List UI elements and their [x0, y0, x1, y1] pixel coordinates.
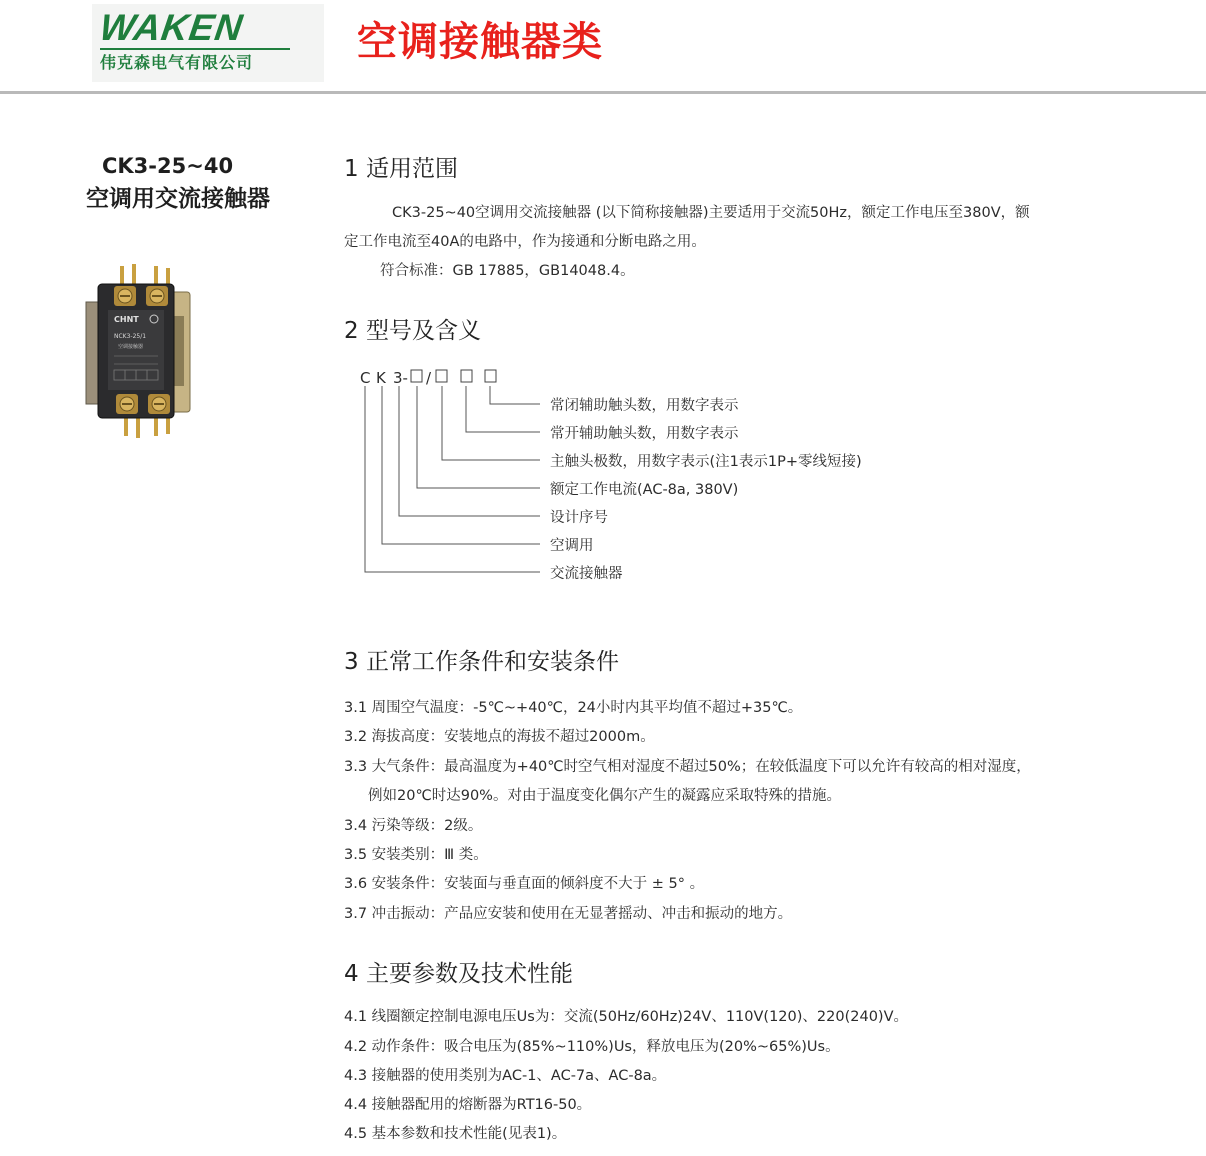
- logo-divider: [100, 48, 290, 50]
- parameter-item: 4.4 接触器配用的熔断器为RT16-50。: [344, 1097, 592, 1113]
- code-char-slash: /: [426, 369, 432, 387]
- code-box-nc-aux: [485, 370, 496, 382]
- leader-line-aircon: [382, 386, 540, 544]
- parameter-item: 4.2 动作条件：吸合电压为(85%~110%)Us，释放电压为(20%~65%)Us。: [344, 1039, 840, 1055]
- legend-nc-aux: 常闭辅助触头数，用数字表示: [550, 398, 739, 414]
- company-logo[interactable]: [92, 4, 324, 82]
- leader-line-nc-aux: [490, 386, 540, 404]
- leader-line-current: [417, 386, 540, 488]
- section-1-title: 1 适用范围: [344, 156, 458, 182]
- condition-item: 3.4 污染等级：2级。: [344, 818, 483, 834]
- photo-model-label: NCK3-25/1: [114, 333, 147, 340]
- section-1-standards: 符合标准：GB 17885，GB14048.4。: [380, 263, 635, 279]
- legend-current: 额定工作电流(AC-8a, 380V): [550, 482, 739, 498]
- condition-item: 3.5 安装类别：Ⅲ 类。: [344, 847, 488, 863]
- legend-poles: 主触头极数，用数字表示(注1表示1P+零线短接): [550, 454, 862, 470]
- header-divider: [0, 91, 1206, 94]
- code-box-current: [411, 370, 422, 382]
- code-box-poles: [436, 370, 447, 382]
- code-char-c: C: [360, 369, 371, 387]
- code-char-3: 3-: [393, 369, 408, 387]
- logo-wordmark: WAKEN: [97, 7, 246, 48]
- code-box-no-aux: [461, 370, 472, 382]
- leader-line-poles: [442, 386, 540, 460]
- product-photo: [84, 262, 196, 440]
- section-1-paragraph-line-2: 定工作电流至40A的电路中，作为接通和分断电路之用。: [344, 234, 706, 250]
- section-1-paragraph-line-1: CK3-25~40空调用交流接触器 (以下简称接触器)主要适用于交流50Hz，额定工作电压至380V，额: [392, 205, 1030, 221]
- product-name: 空调用交流接触器: [86, 186, 270, 212]
- product-model: CK3-25~40: [102, 154, 234, 178]
- legend-contactor: 交流接触器: [550, 566, 623, 582]
- condition-item: 3.2 海拔高度：安装地点的海拔不超过2000m。: [344, 729, 655, 745]
- parameter-item: 4.5 基本参数和技术性能(见表1)。: [344, 1126, 567, 1142]
- category-title: 空调接触器类: [357, 19, 603, 65]
- logo-company-name: 伟克森电气有限公司: [100, 53, 254, 72]
- page-header: [0, 0, 1206, 92]
- photo-name-label: 空调接触器: [118, 344, 144, 350]
- section-2-title: 2 型号及含义: [344, 318, 481, 344]
- legend-no-aux: 常开辅助触头数，用数字表示: [550, 426, 739, 442]
- photo-brand-label: CHNT: [114, 315, 139, 324]
- section-4-title: 4 主要参数及技术性能: [344, 961, 573, 987]
- condition-item: 3.3 大气条件：最高温度为+40℃时空气相对湿度不超过50%；在较低温度下可以允许有较高的相对湿度，: [344, 759, 1031, 775]
- parameter-item: 4.1 线圈额定控制电源电压Us为：交流(50Hz/60Hz)24V、110V(120)、220(240)V。: [344, 1009, 909, 1025]
- section-3-title: 3 正常工作条件和安装条件: [344, 649, 619, 675]
- leader-line-no-aux: [466, 386, 540, 432]
- condition-item: 3.6 安装条件：安装面与垂直面的倾斜度不大于 ± 5° 。: [344, 876, 705, 892]
- legend-aircon: 空调用: [550, 538, 594, 554]
- condition-item: 3.7 冲击振动：产品应安装和使用在无显著摇动、冲击和振动的地方。: [344, 906, 793, 922]
- leader-line-design: [399, 386, 540, 516]
- model-code-diagram: [355, 364, 915, 590]
- code-char-k: K: [376, 369, 386, 387]
- condition-item-continued: 例如20℃时达90%。对由于温度变化偶尔产生的凝露应采取特殊的措施。: [368, 788, 841, 804]
- condition-item: 3.1 周围空气温度：-5℃~+40℃，24小时内其平均值不超过+35℃。: [344, 700, 803, 716]
- legend-design: 设计序号: [550, 510, 608, 526]
- parameter-item: 4.3 接触器的使用类别为AC-1、AC-7a、AC-8a。: [344, 1068, 667, 1084]
